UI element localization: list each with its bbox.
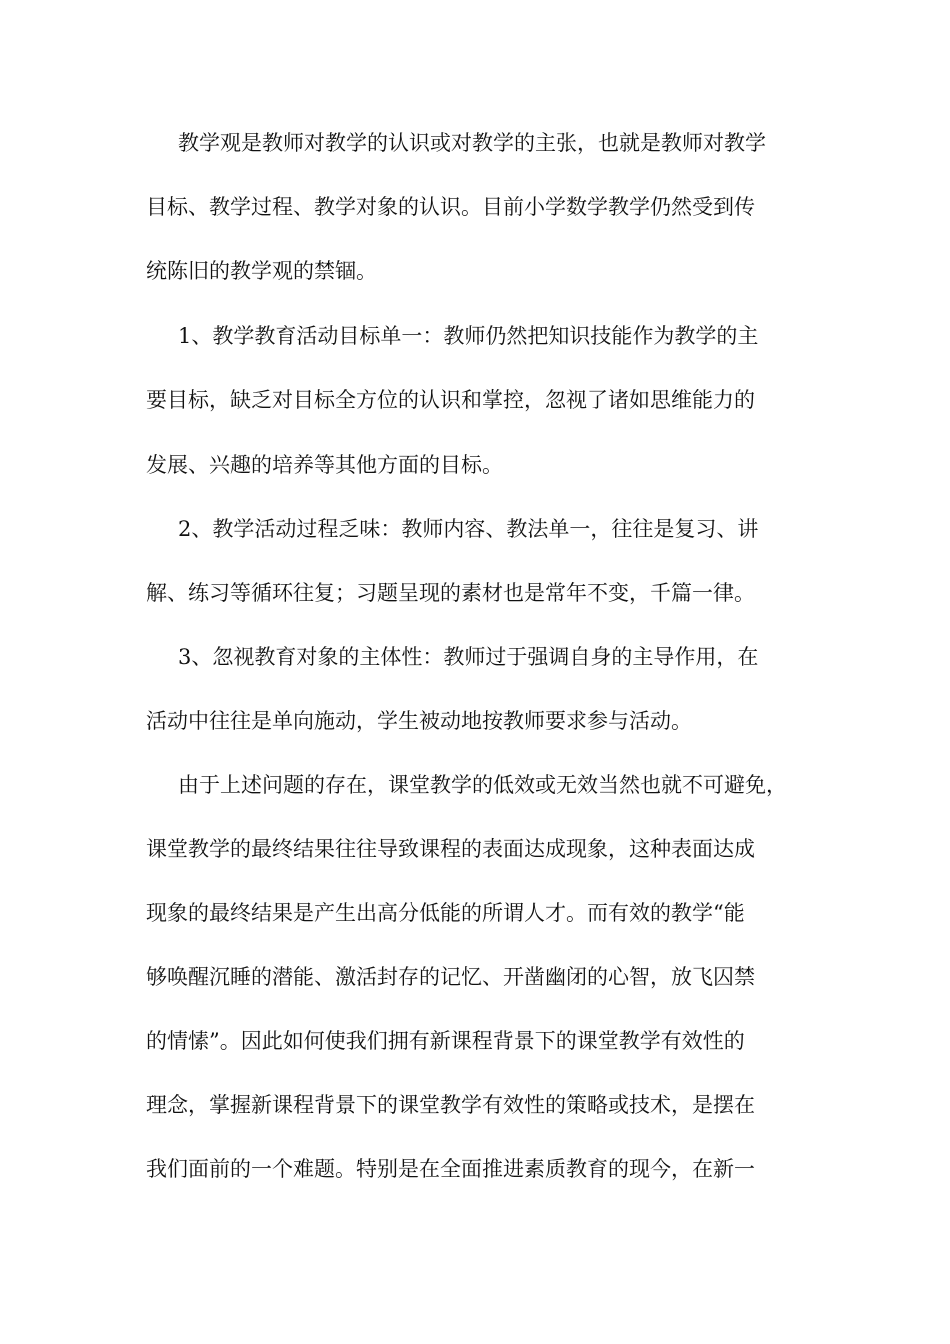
text-line: 活动中往往是单向施动，学生被动地按教师要求参与活动。 <box>146 709 692 733</box>
text-line: 要目标，缺乏对目标全方位的认识和掌控，忽视了诸如思维能力的 <box>146 388 755 412</box>
text-line: 解、练习等循环往复；习题呈现的素材也是常年不变，千篇一律。 <box>146 581 755 605</box>
text-line: 够唤醒沉睡的潜能、激活封存的记忆、开凿幽闭的心智，放飞囚禁 <box>146 965 755 989</box>
text-line: 由于上述问题的存在，课堂教学的低效或无效当然也就不可避免， <box>178 773 787 797</box>
text-line: 理念，掌握新课程背景下的课堂教学有效性的策略或技术，是摆在 <box>146 1093 755 1117</box>
text-line: 教学观是教师对教学的认识或对教学的主张，也就是教师对教学 <box>178 131 766 155</box>
text-line: 目标、教学过程、教学对象的认识。目前小学数学教学仍然受到传 <box>146 195 755 219</box>
text-line: 2、教学活动过程乏味：教师内容、教法单一，往往是复习、讲 <box>178 517 759 541</box>
text-line: 统陈旧的教学观的禁锢。 <box>146 259 377 283</box>
text-line: 课堂教学的最终结果往往导致课程的表面达成现象，这种表面达成 <box>146 837 755 861</box>
text-line: 发展、兴趣的培养等其他方面的目标。 <box>146 453 503 477</box>
text-line: 1、教学教育活动目标单一：教师仍然把知识技能作为教学的主 <box>178 324 759 348</box>
text-line: 现象的最终结果是产生出高分低能的所谓人才。而有效的教学“能 <box>146 901 745 925</box>
text-line: 3、忽视教育对象的主体性：教师过于强调自身的主导作用，在 <box>178 645 759 669</box>
text-line: 我们面前的一个难题。特别是在全面推进素质教育的现今，在新一 <box>146 1157 755 1181</box>
text-line: 的情愫”。因此如何使我们拥有新课程背景下的课堂教学有效性的 <box>146 1029 745 1053</box>
